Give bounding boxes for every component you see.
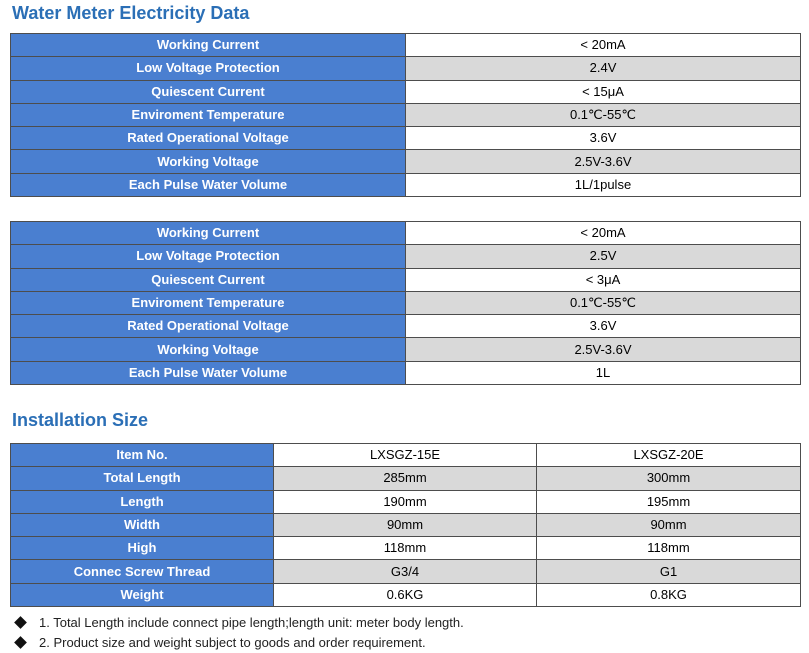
table-row (11, 583, 801, 606)
table-row (11, 173, 801, 196)
table-row (11, 103, 801, 126)
spec-value: < 3μA (406, 268, 801, 291)
size-value-15e: 90mm (274, 513, 537, 536)
size-label: Connec Screw Thread (11, 560, 274, 583)
installation-size-table (10, 443, 801, 607)
size-value-20e: 118mm (537, 537, 801, 560)
spec-value: 2.5V (406, 245, 801, 268)
table-row (11, 291, 801, 314)
table-row (11, 361, 801, 384)
spec-label: Rated Operational Voltage (11, 127, 406, 150)
table-row (11, 467, 801, 490)
size-value-15e: G3/4 (274, 560, 537, 583)
spec-value: 3.6V (406, 315, 801, 338)
diamond-bullet-icon (14, 636, 27, 649)
table-row (11, 34, 801, 57)
diamond-bullet-icon (14, 616, 27, 629)
size-value-20e: 195mm (537, 490, 801, 513)
size-label: High (11, 537, 274, 560)
spec-label: Quiescent Current (11, 80, 406, 103)
size-value-15e: 285mm (274, 467, 537, 490)
electricity-table-1 (10, 33, 801, 197)
size-value-20e: G1 (537, 560, 801, 583)
spec-value: 0.1℃-55℃ (406, 291, 801, 314)
notes-list (14, 612, 464, 652)
table-row (11, 222, 801, 245)
table-row (11, 444, 801, 467)
size-label: Width (11, 513, 274, 536)
spec-label: Enviroment Temperature (11, 103, 406, 126)
note-item (14, 612, 464, 632)
table-row (11, 245, 801, 268)
note-text: 1. Total Length include connect pipe length;length unit: meter body length. (39, 614, 464, 630)
spec-label: Quiescent Current (11, 268, 406, 291)
spec-label: Working Current (11, 34, 406, 57)
table-row (11, 560, 801, 583)
electricity-section-title: Water Meter Electricity Data (12, 3, 250, 23)
size-value-15e: LXSGZ-15E (274, 444, 537, 467)
size-value-20e: LXSGZ-20E (537, 444, 801, 467)
spec-label: Low Voltage Protection (11, 57, 406, 80)
table-row (11, 513, 801, 536)
spec-value: < 15μA (406, 80, 801, 103)
table-row (11, 57, 801, 80)
spec-value: 0.1℃-55℃ (406, 103, 801, 126)
spec-value: 2.4V (406, 57, 801, 80)
spec-value: 1L/1pulse (406, 173, 801, 196)
spec-label: Working Voltage (11, 150, 406, 173)
table-row (11, 127, 801, 150)
spec-label: Rated Operational Voltage (11, 315, 406, 338)
note-text: 2. Product size and weight subject to goods and order requirement. (39, 634, 426, 650)
spec-label: Enviroment Temperature (11, 291, 406, 314)
spec-label: Each Pulse Water Volume (11, 361, 406, 384)
table-row (11, 150, 801, 173)
size-value-15e: 118mm (274, 537, 537, 560)
spec-label: Working Voltage (11, 338, 406, 361)
spec-value: < 20mA (406, 34, 801, 57)
table-row (11, 338, 801, 361)
spec-label: Each Pulse Water Volume (11, 173, 406, 196)
note-item (14, 632, 464, 652)
size-value-20e: 90mm (537, 513, 801, 536)
installation-section-title: Installation Size (12, 410, 149, 430)
size-value-20e: 0.8KG (537, 583, 801, 606)
table-row (11, 268, 801, 291)
size-value-15e: 0.6KG (274, 583, 537, 606)
spec-value: 2.5V-3.6V (406, 150, 801, 173)
table-row (11, 315, 801, 338)
spec-value: < 20mA (406, 222, 801, 245)
spec-value: 1L (406, 361, 801, 384)
size-value-20e: 300mm (537, 467, 801, 490)
size-value-15e: 190mm (274, 490, 537, 513)
table-row (11, 80, 801, 103)
table-row (11, 490, 801, 513)
spec-label: Working Current (11, 222, 406, 245)
table-row (11, 537, 801, 560)
electricity-table-2 (10, 221, 801, 385)
size-label: Item No. (11, 444, 274, 467)
size-label: Total Length (11, 467, 274, 490)
spec-value: 2.5V-3.6V (406, 338, 801, 361)
size-label: Weight (11, 583, 274, 606)
spec-label: Low Voltage Protection (11, 245, 406, 268)
size-label: Length (11, 490, 274, 513)
spec-value: 3.6V (406, 127, 801, 150)
